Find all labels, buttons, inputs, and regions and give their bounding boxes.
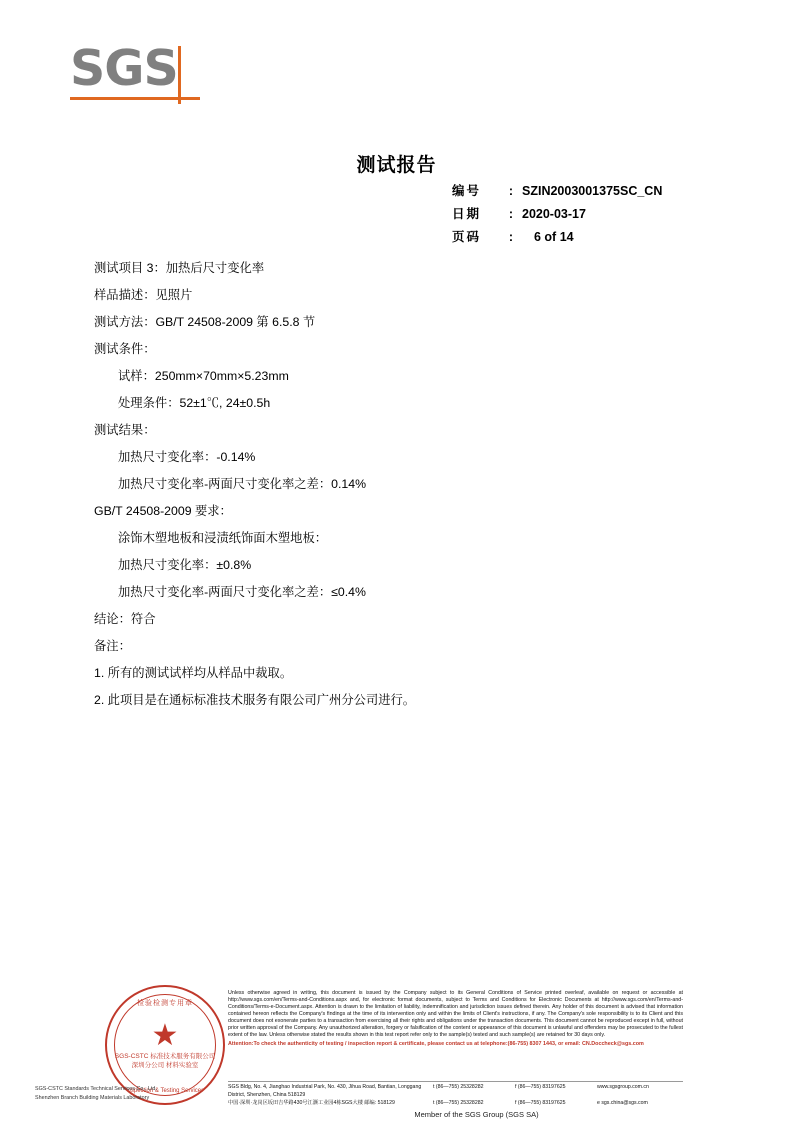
report-meta: [452, 181, 662, 250]
meta-label-date: 日期: [452, 207, 482, 221]
member-note: Member of the SGS Group (SGS SA): [414, 1110, 539, 1119]
body-line-standard-heading: GB/T 24508-2009 要求：: [94, 504, 232, 518]
stamp-caption-line2: Shenzhen Branch Building Materials Laboratory: [35, 1094, 150, 1101]
phone-en: t (86—755) 25328282: [433, 1084, 484, 1090]
body-line-standard-rate: 加热尺寸变化率：±0.8%: [118, 558, 252, 572]
body-line-test-method: 测试方法：GB/T 24508-2009 第 6.5.8 节: [94, 315, 316, 329]
meta-label-number: 编号: [452, 184, 482, 198]
address-cn: 中国·深圳·龙岗区坂田吉华路430号江灏工业园4栋SGS大楼 邮编: 518129: [228, 1099, 395, 1106]
legal-attention-text: Attention:To check the authenticity of testing / inspection report & certificate, please contact us at telephone:(86-755) 8307 1443, or email: CN.Doccheck@sgs.com: [228, 1040, 644, 1047]
fax-cn: f (86—755) 83197625: [515, 1099, 566, 1106]
meta-value-number: SZIN2003001375SC_CN: [522, 184, 663, 198]
meta-value-date: 2020-03-17: [522, 207, 586, 221]
footer-address-row-en: [228, 1084, 683, 1100]
body-line-test-item: 测试项目 3：加热后尺寸变化率: [94, 261, 265, 275]
phone-cn: t (86—755) 25328282: [433, 1099, 484, 1106]
meta-colon-page: :: [508, 230, 514, 244]
meta-colon-number: :: [508, 184, 514, 198]
sgs-logo-text: SGS: [70, 40, 178, 97]
logo-vertical-bar: [178, 46, 181, 104]
fax-en: f (86—755) 83197625: [515, 1084, 566, 1090]
meta-row-date: [452, 204, 662, 227]
page-footer: [0, 985, 793, 1122]
footer-address-row-cn: [228, 1100, 683, 1108]
body-line-remark-1: 1. 所有的测试试样均从样品中裁取。: [94, 666, 293, 680]
footer-address-block: [228, 1084, 683, 1107]
body-line-test-conditions-heading: 测试条件：: [94, 342, 156, 356]
legal-disclaimer-text: Unless otherwise agreed in writing, this document is issued by the Company subject to its General Conditions of Service printed overleaf, available on request or accessible at http://www.sgs.com/en/Terms-and-Conditions.aspx and, for electronic format documents, subject to Terms and Conditions for Electronic Documents at http://www.sgs.com/en/Terms-and-Conditions/Terms-e-Document.aspx. Attention is drawn to the limitation of liability, indemnification and jurisdiction issues defined therein. Any holder of this document is advised that information contained hereon reflects the Company's findings at the time of its intervention only and within the limits of Client's instructions, if any. The Company's sole responsibility is to its Client and this document does not exonerate parties to a transaction from exercising all their rights and obligations under the transaction documents. This document cannot be reproduced except in full, without prior written approval of the Company. Any unauthorized alteration, forgery or falsification of the content or appearance of this document is unlawful and offenders may be prosecuted to the fullest extent of the law. Unless otherwise stated the results shown in this test report refer only to the sample(s) tested and such sample(s) are retained for 30 days only.: [228, 990, 683, 1038]
body-line-remarks-heading: 备注：: [94, 639, 131, 653]
website: www.sgsgroup.com.cn: [597, 1084, 649, 1090]
body-line-conclusion: 结论：符合: [94, 612, 156, 626]
star-icon: ★: [151, 1019, 179, 1052]
address-en: SGS Bldg, No. 4, Jianghao Industrial Park, No. 430, Jihua Road, Bantian, Longgang District, Shenzhen, China 518129: [228, 1084, 422, 1098]
stamp-arc-top-text: 检验检测专用章: [137, 1000, 193, 1007]
meta-value-page: 6 of 14: [534, 230, 574, 244]
meta-label-page: 页码: [452, 230, 482, 244]
stamp-center-text: [107, 1053, 223, 1071]
stamp-arc-bottom-text: Inspection & Testing Services: [125, 1088, 205, 1094]
stamp-caption: [35, 1085, 235, 1102]
stamp-caption-line1: SGS-CSTC Standards Technical Services Co., Ltd.: [35, 1086, 157, 1092]
stamp-center-line2: 深圳分公司 材料实验室: [131, 1061, 199, 1069]
body-line-results-heading: 测试结果：: [94, 423, 156, 437]
meta-row-page: [452, 227, 662, 250]
body-line-sample-description: 样品描述：见照片: [94, 288, 193, 302]
body-line-remark-2: 2. 此项目是在通标标准技术服务有限公司广州分公司进行。: [94, 693, 416, 707]
legal-disclaimer: [228, 990, 683, 1048]
body-line-standard-difference: 加热尺寸变化率-两面尺寸变化率之差：≤0.4%: [118, 585, 366, 599]
body-line-result-difference: 加热尺寸变化率-两面尺寸变化率之差：0.14%: [118, 477, 367, 491]
body-line-specimen: 试样：250mm×70mm×5.23mm: [118, 369, 289, 383]
meta-colon-date: :: [508, 207, 514, 221]
stamp-center-line1: SGS-CSTC 标准技术服务有限公司: [114, 1053, 216, 1060]
email: e sgs.china@sgs.com: [597, 1099, 648, 1106]
page-title: 测试报告: [356, 155, 437, 176]
report-body: [94, 262, 714, 721]
body-line-treatment: 处理条件：52±1℃, 24±0.5h: [118, 396, 271, 410]
footer-divider: [228, 1081, 683, 1082]
meta-row-number: [452, 181, 662, 204]
body-line-standard-scope: 涂饰木塑地板和浸渍纸饰面木塑地板：: [118, 531, 328, 545]
body-line-result-rate: 加热尺寸变化率：-0.14%: [118, 450, 256, 464]
